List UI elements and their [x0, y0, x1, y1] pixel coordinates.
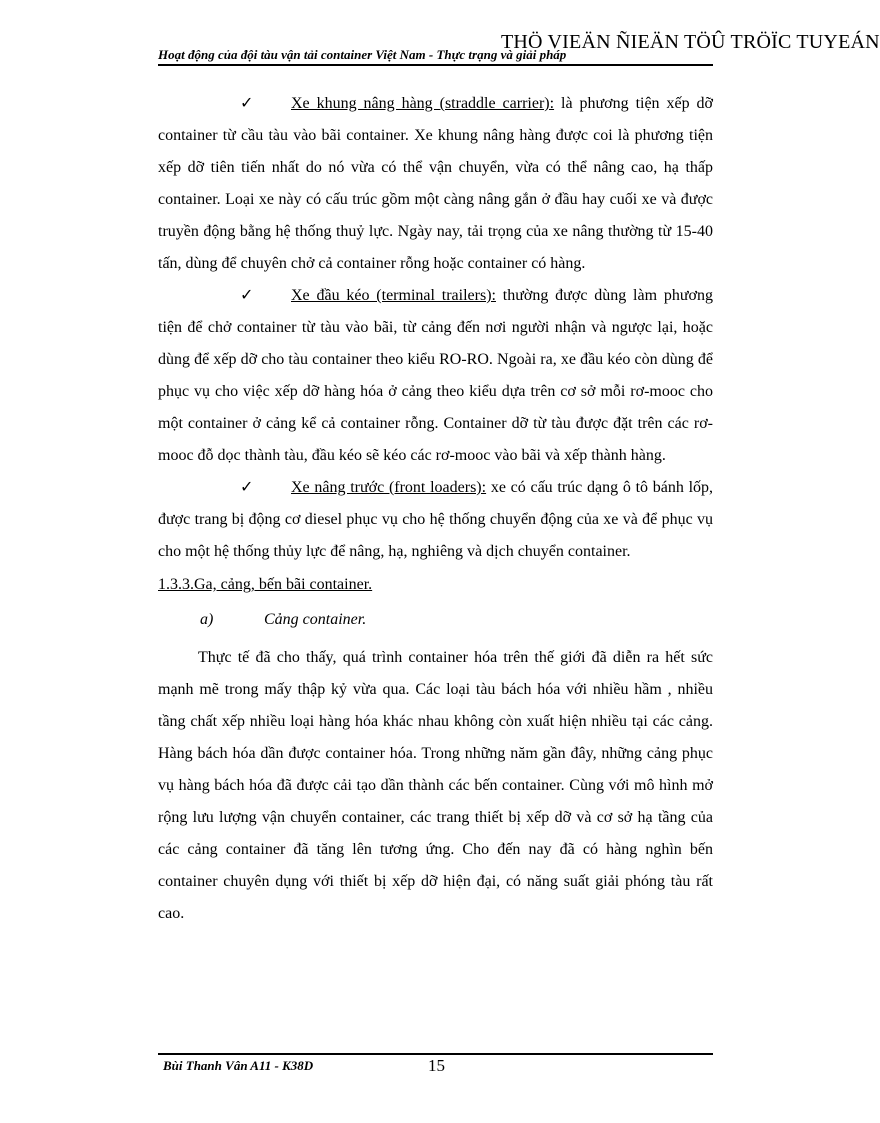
page-number: 15: [428, 1056, 445, 1075]
subheading: [158, 604, 713, 636]
bullet-straddle-carrier: [158, 88, 713, 280]
page-content: [158, 88, 713, 930]
bullet-term: Xe nâng trước (front loaders):: [291, 479, 487, 496]
bullet-text: là phương tiện xếp dỡ container từ cầu tàu vào bãi container. Xe khung nâng hàng được coi là phương tiện xếp dỡ tiên tiến nhất do nó vừa có thể vận chuyển, vừa có thể nâng cao, hạ thấp container. Loại xe này có cấu trúc gồm một càng nâng gắn ở đầu hay cuối xe và được truyền động bằng hệ thống thuỷ lực. Ngày nay, tải trọng của xe nâng thường từ 15-40 tấn, dùng để chuyên chở cả container rỗng hoặc container có hàng.: [158, 95, 714, 272]
subheading-mark: a): [200, 611, 214, 628]
checkmark-icon: ✓: [240, 479, 254, 496]
footer-author: Bùi Thanh Vân A11 - K38D: [163, 1058, 314, 1073]
bullet-front-loaders: [158, 472, 713, 568]
checkmark-icon: ✓: [240, 95, 254, 112]
footer-rule: [158, 1053, 713, 1055]
section-heading: 1.3.3.Ga, cảng, bến bãi container.: [158, 576, 373, 593]
bullet-term: Xe đầu kéo (terminal trailers):: [291, 287, 496, 304]
header-rule: [158, 64, 713, 66]
body-paragraph: Thực tế đã cho thấy, quá trình container hóa trên thế giới đã diễn ra hết sức mạnh mẽ trong mấy thập kỷ vừa qua. Các loại tàu bách hóa với nhiều hầm , nhiều tầng chất xếp nhiều loại hàng hóa khác nhau không còn xuất hiện nhiều tại các cảng. Hàng bách hóa dần được container hóa. Trong những năm gần đây, những cảng phục vụ hàng bách hóa đã được cải tạo dần thành các bến container. Cùng với mô hình mở rộng lưu lượng vận chuyển container, các trang thiết bị xếp dỡ và cơ sở hạ tầng của các cảng container đã tăng lên tương ứng. Cho đến nay đã có hàng nghìn bến container chuyên dụng với thiết bị xếp dỡ hiện đại, có năng suất giải phóng tàu rất cao.: [158, 649, 713, 922]
subheading-text: Cảng container.: [264, 611, 367, 628]
running-header-title: Hoạt động của đội tàu vận tải container Việt Nam - Thực trạng và giải pháp: [158, 47, 567, 62]
checkmark-icon: ✓: [240, 287, 254, 304]
library-watermark: THÖ VIEÄN ÑIEÄN TÖÛ TRÖÏC TUYEÁN: [501, 31, 880, 53]
bullet-term: Xe khung nâng hàng (straddle carrier):: [291, 95, 555, 112]
bullet-text: thường được dùng làm phương tiện để chở container từ tàu vào bãi, từ cảng đến nơi người nhận và ngược lại, hoặc dùng để xếp dỡ cho tàu container theo kiểu RO-RO. Ngoài ra, xe đầu kéo còn dùng để phục vụ cho việc xếp dỡ hàng hóa ở cảng theo kiểu dựa trên cơ sở mỗi rơ-mooc cho một container ở cảng kể cả container rỗng. Container dỡ từ tàu được đặt trên các rơ-mooc đỗ dọc thành tàu, đầu kéo sẽ kéo các rơ-mooc vào bãi và xếp thành hàng.: [158, 287, 713, 464]
bullet-text: xe có cấu trúc dạng ô tô bánh lốp, được trang bị động cơ diesel phục vụ cho hệ thống chuyển động của xe và để phục vụ cho một hệ thống thủy lực để nâng, hạ, nghiêng và dịch chuyển container.: [158, 479, 714, 560]
bullet-terminal-trailers: [158, 280, 713, 472]
